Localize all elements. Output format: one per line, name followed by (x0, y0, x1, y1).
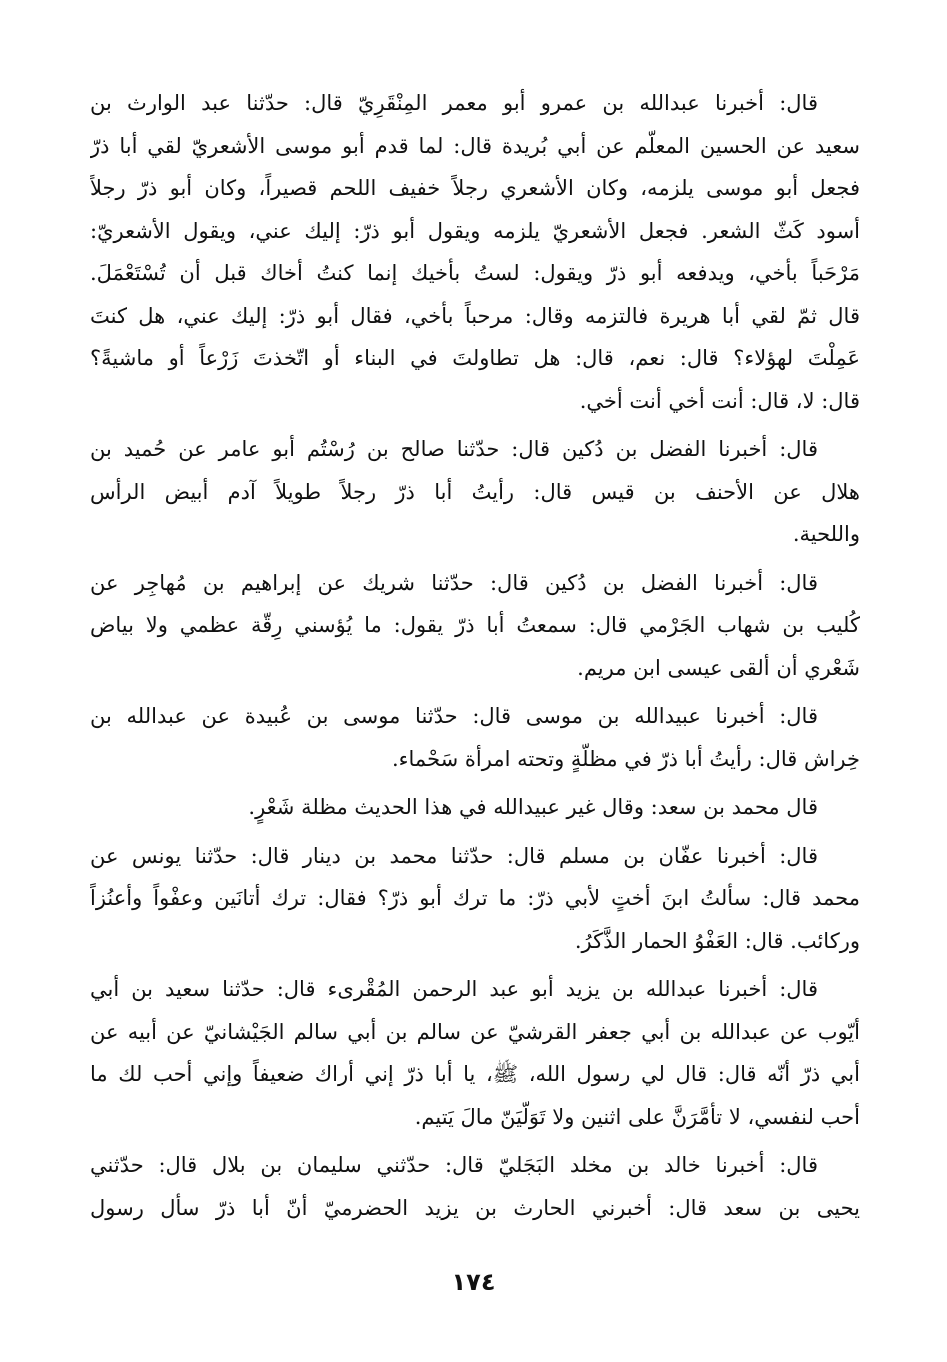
paragraph-ahnaf (90, 428, 860, 556)
book-page-text (90, 82, 860, 1229)
paragraph-khirash (90, 695, 860, 780)
paragraph-khalid (90, 1144, 860, 1229)
text-line: أسود كَثّ الشعر. فجعل الأشعريّ يلزمه ويقول أبو ذرّ: إليك عني، ويقول الأشعريّ: (90, 218, 860, 243)
text-line: وركائب. قال: العَفْوُ الحمار الذَّكَرُ. (574, 928, 860, 953)
text-line: خِراش قال: رأيتُ أبا ذرّ في مظلّةٍ وتحته امرأة سَحْماء. (391, 746, 860, 771)
paragraph-ibn-saad-note (90, 786, 860, 829)
text-line: هلال عن الأحنف بن قيس قال: رأيتُ أبا ذرّ رجلاً طويلاً آدم أبيض الرأس (90, 479, 860, 504)
text-line: قال: أخبرنا عبدالله بن عمرو أبو معمر المِنْقَرِيّ قال: حدّثنا عبد الوارث بن (90, 91, 818, 115)
text-line: مَرْحَباً بأخي، ويدفعه أبو ذرّ ويقول: لستُ بأخيك إنما كنتُ أخاك قبل أن تُسْتَعْمَلَ. (90, 261, 860, 285)
paragraph-affan (90, 835, 860, 963)
text-line: قال: أخبرنا عبدالله بن يزيد أبو عبد الرحمن المُقْرىء قال: حدّثنا سعيد بن أبي (90, 977, 818, 1001)
text-line: كُليب بن شهاب الجَرْمي قال: سمعتُ أبا ذرّ يقول: ما يُؤسني رِقّة عظمي ولا بياض (90, 613, 860, 637)
text-line: قال: لا، قال: أنت أخي أنت أخي. (579, 388, 860, 413)
text-line: محمد قال: سألتُ ابنَ أختٍ لأبي ذرّ: ما ترك أبو ذرّ؟ فقال: ترك أتانَين وعفْواً وأعنُزاً (90, 886, 860, 910)
page-number: ١٧٤ (451, 1268, 496, 1296)
text-line: قال: أخبرنا الفضل بن دُكين قال: حدّثنا صالح بن رُسْتُم أبو عامر عن حُميد بن (90, 437, 818, 461)
text-line: قال: أخبرنا الفضل بن دُكين قال: حدّثنا شريك عن إبراهيم بن مُهاجِر عن (90, 570, 818, 595)
text-line: فجعل أبو موسى يلزمه، وكان الأشعري رجلاً خفيف اللحم قصيراً، وكان أبو ذرّ رجلاً (90, 176, 860, 200)
text-line: أيّوب عن عبدالله بن أبي جعفر القرشيّ عن سالم بن أبي سالم الجَيْشانيّ عن أبيه عن (90, 1019, 860, 1044)
text-line: شَعْري أن ألقى عيسى ابن مريم. (577, 655, 860, 680)
text-line: سعيد عن الحسين المعلّم عن أبي بُريدة قال: لما قدم أبو موسى الأشعريّ لقي أبا ذرّ (90, 133, 860, 158)
paragraph-abu-musa (90, 82, 860, 422)
text-line: أبي ذرّ أنّه قال: قال لي رسول الله، ﷺ، يا أبا ذرّ إني أراك ضعيفاً وإني أحب لك ما (90, 1062, 860, 1086)
text-line: أحب لنفسي، لا تأمَّرَنَّ على اثنين ولا تَوَلّيَنّ مالَ يَتيم. (414, 1104, 860, 1129)
text-line: قال: أخبرنا عفّان بن مسلم قال: حدّثنا محمد بن دينار قال: حدّثنا يونس عن (90, 843, 818, 868)
text-line: قال: أخبرنا خالد بن مخلد البَجَليّ قال: حدّثني سليمان بن بلال قال: حدّثني (90, 1153, 818, 1177)
text-line: قال: أخبرنا عبيدالله بن موسى قال: حدّثنا موسى بن عُبيدة عن عبدالله بن (90, 704, 818, 728)
text-line: عَمِلْتَ لهؤلاء؟ قال: نعم، قال: هل تطاولتَ في البناء أو اتّخذتَ زَرْعاً أو ماشيةً؟ (90, 346, 860, 370)
paragraph-muqri (90, 968, 860, 1138)
text-line: قال محمد بن سعد: وقال غير عبيدالله في هذا الحديث مظلة شَعْرٍ. (248, 795, 818, 819)
paragraph-kulayb (90, 562, 860, 690)
text-line: يحيى بن سعد قال: أخبرني الحارث بن يزيد الحضرميّ أنّ أبا ذرّ سأل رسول (90, 1195, 860, 1220)
text-line: واللحية. (792, 522, 860, 546)
text-line: قال ثمّ لقي أبا هريرة فالتزمه وقال: مرحباً بأخي، فقال أبو ذرّ: إليك عني، هل كنتَ (90, 303, 860, 328)
